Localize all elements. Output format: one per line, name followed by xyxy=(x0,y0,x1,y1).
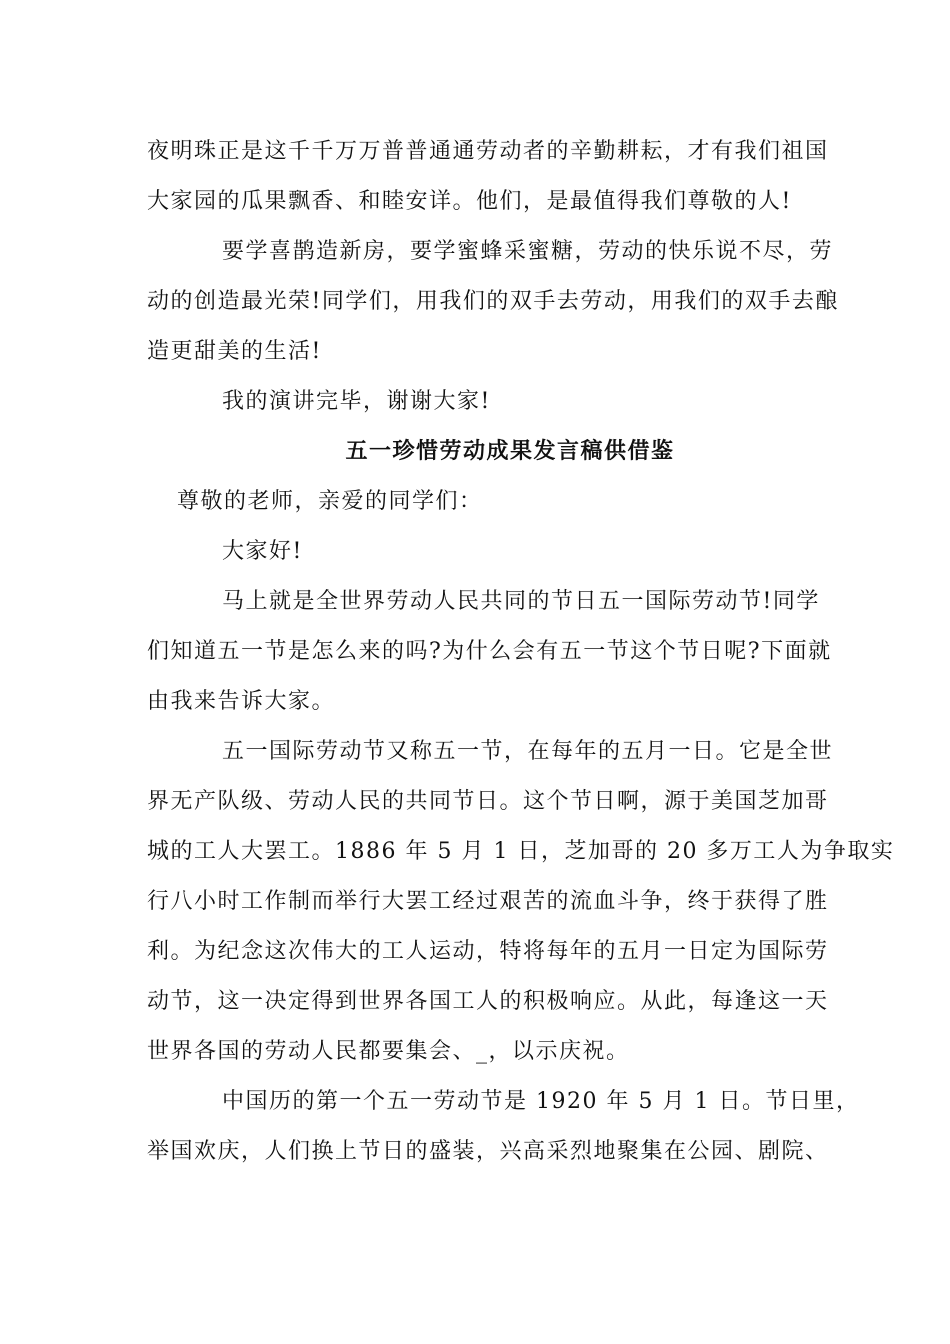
paragraph-line: 们知道五一节是怎么来的吗?为什么会有五一节这个节日呢?下面就 xyxy=(147,639,832,664)
paragraph-line: 大家好! xyxy=(222,539,303,564)
paragraph-line: 界无产队级、劳动人民的共同节日。这个节日啊，源于美国芝加哥 xyxy=(147,789,829,814)
paragraph-line: 五一国际劳动节又称五一节，在每年的五月一日。它是全世 xyxy=(222,739,834,764)
salutation: 尊敬的老师，亲爱的同学们： xyxy=(177,489,483,514)
document-title: 五一珍惜劳动成果发言稿供借鉴 xyxy=(345,438,675,464)
paragraph-line: 动节，这一决定得到世界各国工人的积极响应。从此，每逢这一天 xyxy=(147,989,829,1014)
paragraph-line: 造更甜美的生活! xyxy=(147,339,322,364)
paragraph-line: 我的演讲完毕，谢谢大家! xyxy=(222,389,491,414)
paragraph-line: 中国历的第一个五一劳动节是 1920 年 5 月 1 日。节日里， xyxy=(222,1089,860,1114)
paragraph-line: 动的创造最光荣!同学们，用我们的双手去劳动，用我们的双手去酿 xyxy=(147,289,839,314)
paragraph-line: 大家园的瓜果飘香、和睦安详。他们，是最值得我们尊敬的人! xyxy=(147,189,792,214)
paragraph-line: 马上就是全世界劳动人民共同的节日五一国际劳动节!同学 xyxy=(222,589,820,614)
paragraph-line: 要学喜鹊造新房，要学蜜蜂采蜜糖，劳动的快乐说不尽，劳 xyxy=(222,239,834,264)
paragraph-line: 由我来告诉大家。 xyxy=(147,689,336,714)
paragraph-line: 城的工人大罢工。1886 年 5 月 1 日，芝加哥的 20 多万工人为争取实 xyxy=(147,839,895,864)
paragraph-line: 举国欢庆，人们换上节日的盛装，兴高采烈地聚集在公园、剧院、 xyxy=(147,1139,829,1164)
paragraph-line: 利。为纪念这次伟大的工人运动，特将每年的五月一日定为国际劳 xyxy=(147,939,829,964)
paragraph-line: 世界各国的劳动人民都要集会、_，以示庆祝。 xyxy=(147,1039,630,1064)
paragraph-line: 行八小时工作制而举行大罢工经过艰苦的流血斗争，终于获得了胜 xyxy=(147,889,829,914)
paragraph-line: 夜明珠正是这千千万万普普通通劳动者的辛勤耕耘，才有我们祖国 xyxy=(147,139,829,164)
